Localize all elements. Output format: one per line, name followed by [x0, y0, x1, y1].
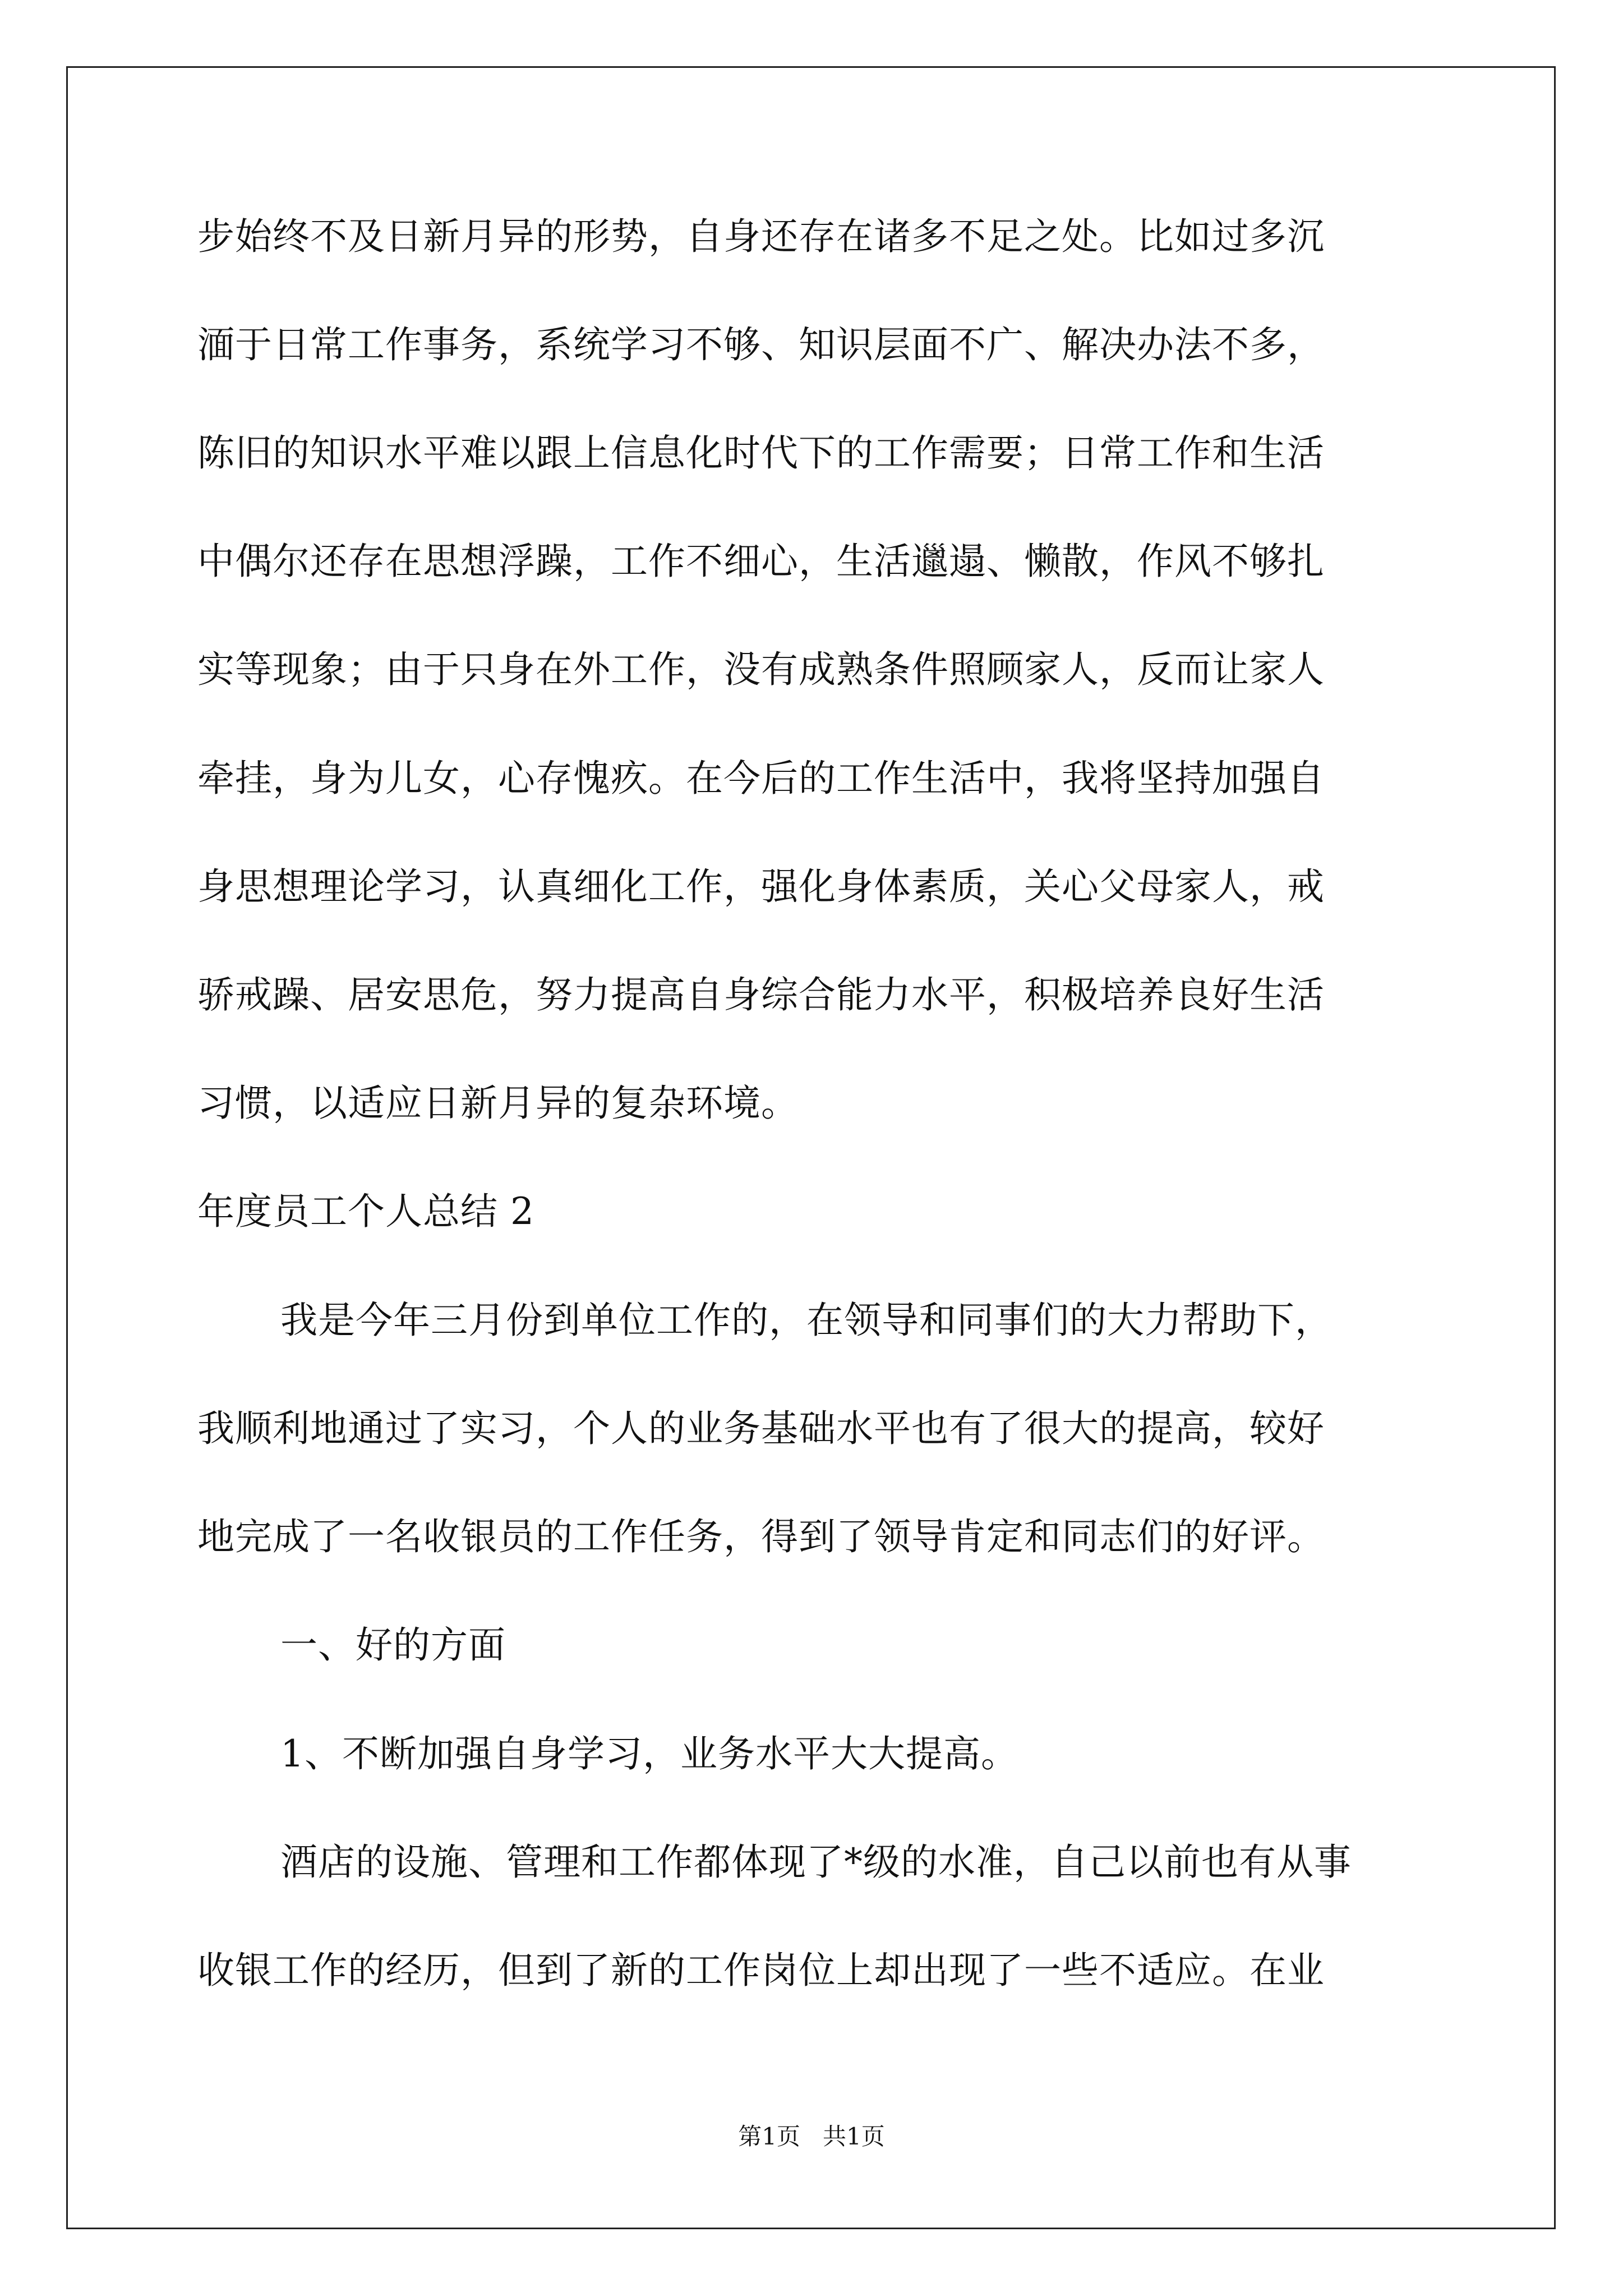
paragraph-line: 酒店的设施、管理和工作都体现了*级的水准，自己以前也有从事 [280, 1841, 1352, 1884]
list-item: 1、不断加强自身学习，业务水平大大提高。 [280, 1732, 1018, 1775]
paragraph-line: 习惯，以适应日新月异的复杂环境。 [197, 1082, 799, 1125]
paragraph-line: 中偶尔还存在思想浮躁，工作不细心，生活邋遢、懒散，作风不够扎 [197, 540, 1325, 583]
paragraph-line: 陈旧的知识水平难以跟上信息化时代下的工作需要；日常工作和生活 [197, 431, 1325, 475]
page-border [66, 66, 1556, 2229]
paragraph-line: 步始终不及日新月异的形势，自身还存在诸多不足之处。比如过多沉 [197, 215, 1325, 258]
paragraph-line: 地完成了一名收银员的工作任务，得到了领导肯定和同志们的好评。 [197, 1515, 1325, 1558]
paragraph-line: 湎于日常工作事务，系统学习不够、知识层面不广、解决办法不多， [197, 323, 1325, 366]
paragraph-line: 收银工作的经历，但到了新的工作岗位上却出现了一些不适应。在业 [197, 1949, 1325, 1992]
page-footer: 第1页 共1页 [738, 2123, 885, 2150]
paragraph-line: 我是今年三月份到单位工作的，在领导和同事们的大力帮助下， [280, 1299, 1332, 1342]
paragraph-line: 牵挂，身为儿女，心存愧疚。在今后的工作生活中，我将坚持加强自 [197, 757, 1325, 800]
paragraph-line: 身思想理论学习，认真细化工作，强化身体素质，关心父母家人，戒 [197, 865, 1325, 908]
section-heading: 年度员工个人总结 2 [197, 1190, 534, 1233]
paragraph-line: 骄戒躁、居安思危，努力提高自身综合能力水平，积极培养良好生活 [197, 973, 1325, 1016]
paragraph-line: 实等现象；由于只身在外工作，没有成熟条件照顾家人，反而让家人 [197, 648, 1325, 691]
paragraph-line: 我顺利地通过了实习，个人的业务基础水平也有了很大的提高，较好 [197, 1407, 1325, 1450]
subsection-heading: 一、好的方面 [280, 1623, 506, 1667]
